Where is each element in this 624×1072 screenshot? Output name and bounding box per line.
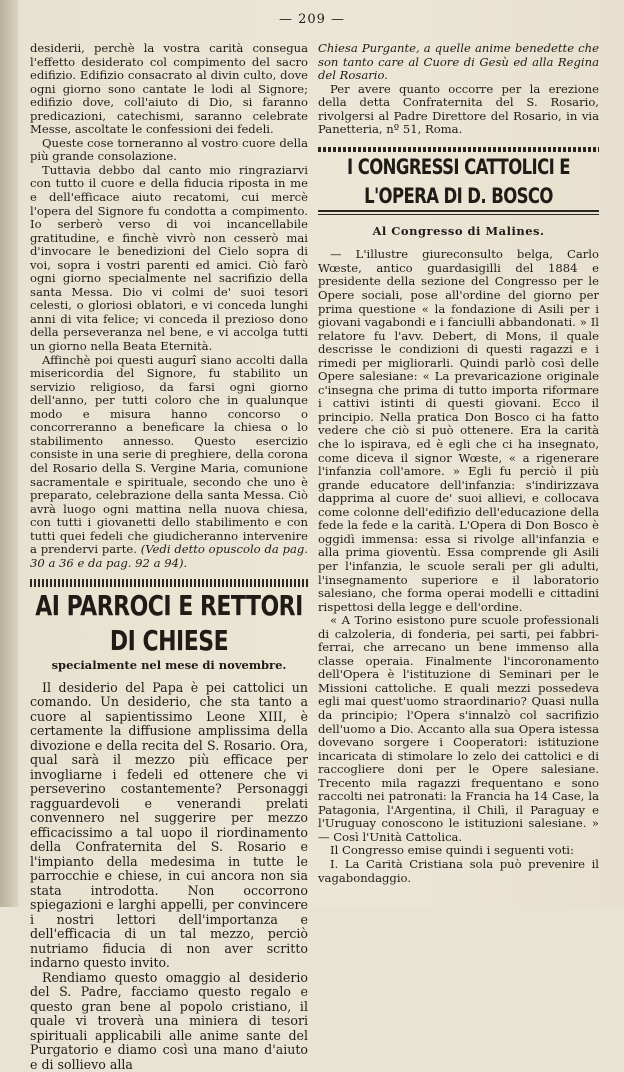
paragraph: Il Congresso emise quindi i seguenti voti: [330,843,574,858]
section-heading: I CONGRESSI CATTOLICI E L'OPERA DI D. BOSCO [347,154,570,208]
article-body [30,681,308,1072]
paragraph-text: Affinchè poi questi augurî siano accolti dalla misericordia del Signore, fu stabilito un servizio religioso, da farsi ogni giorno dell'anno, per tutti coloro che in qualunque modo e misura hanno concorso o concorreranno a beneficare la chiesa o lo stabilimento annesso. Questo esercizio consiste in una serie di preghiere, della corona del Rosario della S. Vergine Maria, comunione sacramentale e spirituale, secondo che uno è preparato, celebrazione della santa Messa. Ciò avrà luogo ogni mattina nella nuova chiesa, con tutti i giovanetti dello stabilimento e con tutti quei fedeli che giudicheranno intervenire a prendervi parte. [30,352,308,557]
paragraph: Queste cose torneranno al vostro cuore della più grande consolazione. [30,135,308,164]
paragraph: desiderii, perchè la vostra carità consegua l'effetto desiderato col compimento del sacro edifizio. Edifizio consacrato al divin culto, dove ogni giorno sono cantate le lodi al Signore; edifizio dove, coll'aiuto di Dio, si faranno predicazioni, catechismi, saranno celebrate Messe, ascoltate le confessioni dei fedeli. [30,41,308,137]
page-number: — 209 — [278,12,346,27]
section-divider [30,579,308,587]
paragraph: Il desiderio del Papa è pei cattolici un comando. Un desiderio, che sta tanto a cuore al sapientissimo Leone XIII, è certamente la diffusione amplissima della divozione e della recita del S. Rosario. Ora, qual sarà il mezzo più efficace per invogliarne i fedeli ed ottenere che vi perseverino costantemente? Personaggi ragguardevoli e venerandi prelati convennero nel suggerire per mezzo efficacissimo a tal uopo il riordinamento della Confraternita del S. Rosario e l'impianto della medesima in tutte le parrocchie e chiese, in cui ancora non sia stata introdotta. Non occorrono spiegazioni e larghi appelli, per convincere i nostri lettori dell'importanza e dell'efficacia di un tal mezzo, perciò nutriamo fiducia di non aver scritto indarno questo invito. [30,679,308,971]
reference-note: (Vedi detto opuscolo da pag. 30 a 36 e da pag. 92 a 94). [30,542,308,570]
paragraph: Rendiamo questo omaggio al desiderio del S. Padre, facciamo questo regalo e questo gran bene al popolo cristiano, il quale vi troverà una miniera di tesori spirituali applicabili alle anime sante del Purgatorio e diamo così una mano d'aiuto e di sollievo alla [30,969,308,1072]
paragraph: Per avere quanto occorre per la erezione della detta Confraternita del S. Rosario, rivolgersi al Padre Direttore del Rosario, in via Panetteria, nº 51, Roma. [318,81,599,137]
section-subheading: specialmente nel mese di novembre. [51,658,287,673]
section-divider [318,147,599,152]
left-column [30,42,308,1072]
paragraph [30,354,308,571]
paragraph: I. La Carità Cristiana sola può prevenire il vagabondaggio. [318,856,599,885]
right-column [318,42,599,885]
paragraph-italic: Chiesa Purgante, a quelle anime benedette che son tanto care al Cuore di Gesù ed alla Regina del Rosario. [318,41,599,83]
section-heading: AI PARROCI E RETTORI DI CHIESE [35,591,303,658]
section-subheading: Al Congresso di Malines. [372,223,545,238]
paragraph: — L'illustre giureconsulto belga, Carlo Wœste, antico guardasigilli del 1884 e presidente della sezione del Congresso per le Opere sociali, pose all'ordine del giorno per prima questione « la fondazione di Asili per i giovani vagabondi e i fanciulli abbandonati. » Il relatore fu l'avv. Debert, di Mons, il quale descrisse le condizioni di questi ragazzi e i rimedi per migliorarli. Quindi parlò così delle Opere salesiane: « La prevaricazione originale c'insegna che prima di tutto importa riformare i cattivi istinti di questi giovani. Ecco il principio. Nella pratica Don Bosco ci ha fatto vedere che ciò si può ottenere. Era la carità che lo ispirava, ed è egli che ci ha insegnato, come diceva il signor Wœste, « a rigenerare l'infanzia coll'amore. » Egli fu perciò il più grande educatore dell'infanzia: s'indirizzava dapprima al cuore de' suoi allievi, e collocava come colonne dell'edifizio dell'educazione della fede la fede e la carità. L'Opera di Don Bosco è oggidì immensa: essa si rivolge all'infanzia e alla prima gioventù. Essa comprende gli Asili per l'infanzia, le scuole serali per gli adulti, l'insegnamento superiore e il laboratorio salesiano, che forma operai modelli e cittadini rispettosi della legge e dell'ordine. [318,247,599,614]
paragraph: « A Torino esistono pure scuole professionali di calzoleria, di fonderia, pei sarti, pei fabbri-ferrai, che arrecano un bene immenso alla classe operaia. Finalmente l'incoronamento dell'Opera è l'istituzione di Seminari per le Missioni cattoliche. E quali mezzi possedeva egli mai quest'uomo straordinario? Quasi nulla da principio; l'Opera s'innalzò col sacrifizio dell'uomo a Dio. Accanto alla sua Opera istessa dovevano sorgere i Cooperatori: istituzione incaricata di stimolare lo zelo dei cattolici e di raccogliere doni per le Opere salesiane. Trecento mila ragazzi frequentano e sono raccolti nei patronati: la Francia ha 14 Case, la Patagonia, l'Argentina, il Chilì, il Paraguay e l'Uruguay conoscono le istituzioni salesiane. » — Così l'Unità Cattolica. [318,613,599,844]
binding-gutter [0,0,18,907]
paragraph: Tuttavia debbo dal canto mio ringraziarvi con tutto il cuore e della fiducia riposta in me e dell'efficace aiuto recatomi, cui mercè l'opera del Signore fu condotta a compimento. Io serberò verso di voi incancellabile gratitudine, e finchè vivrò non cesserò mai d'invocare le benedizioni del Cielo sopra di voi, sopra i vostri parenti ed amici. Ciò farò ogni giorno specialmente nel sacrifizio della santa Messa. Dio vi colmi de' suoi tesori celesti, o gloriosi oblatori, e vi conceda lunghi anni di vita felice; vi conceda il prezioso dono della perseveranza nel bene, e vi accolga tutti un giorno nella Beata Eternità. [30,162,308,354]
